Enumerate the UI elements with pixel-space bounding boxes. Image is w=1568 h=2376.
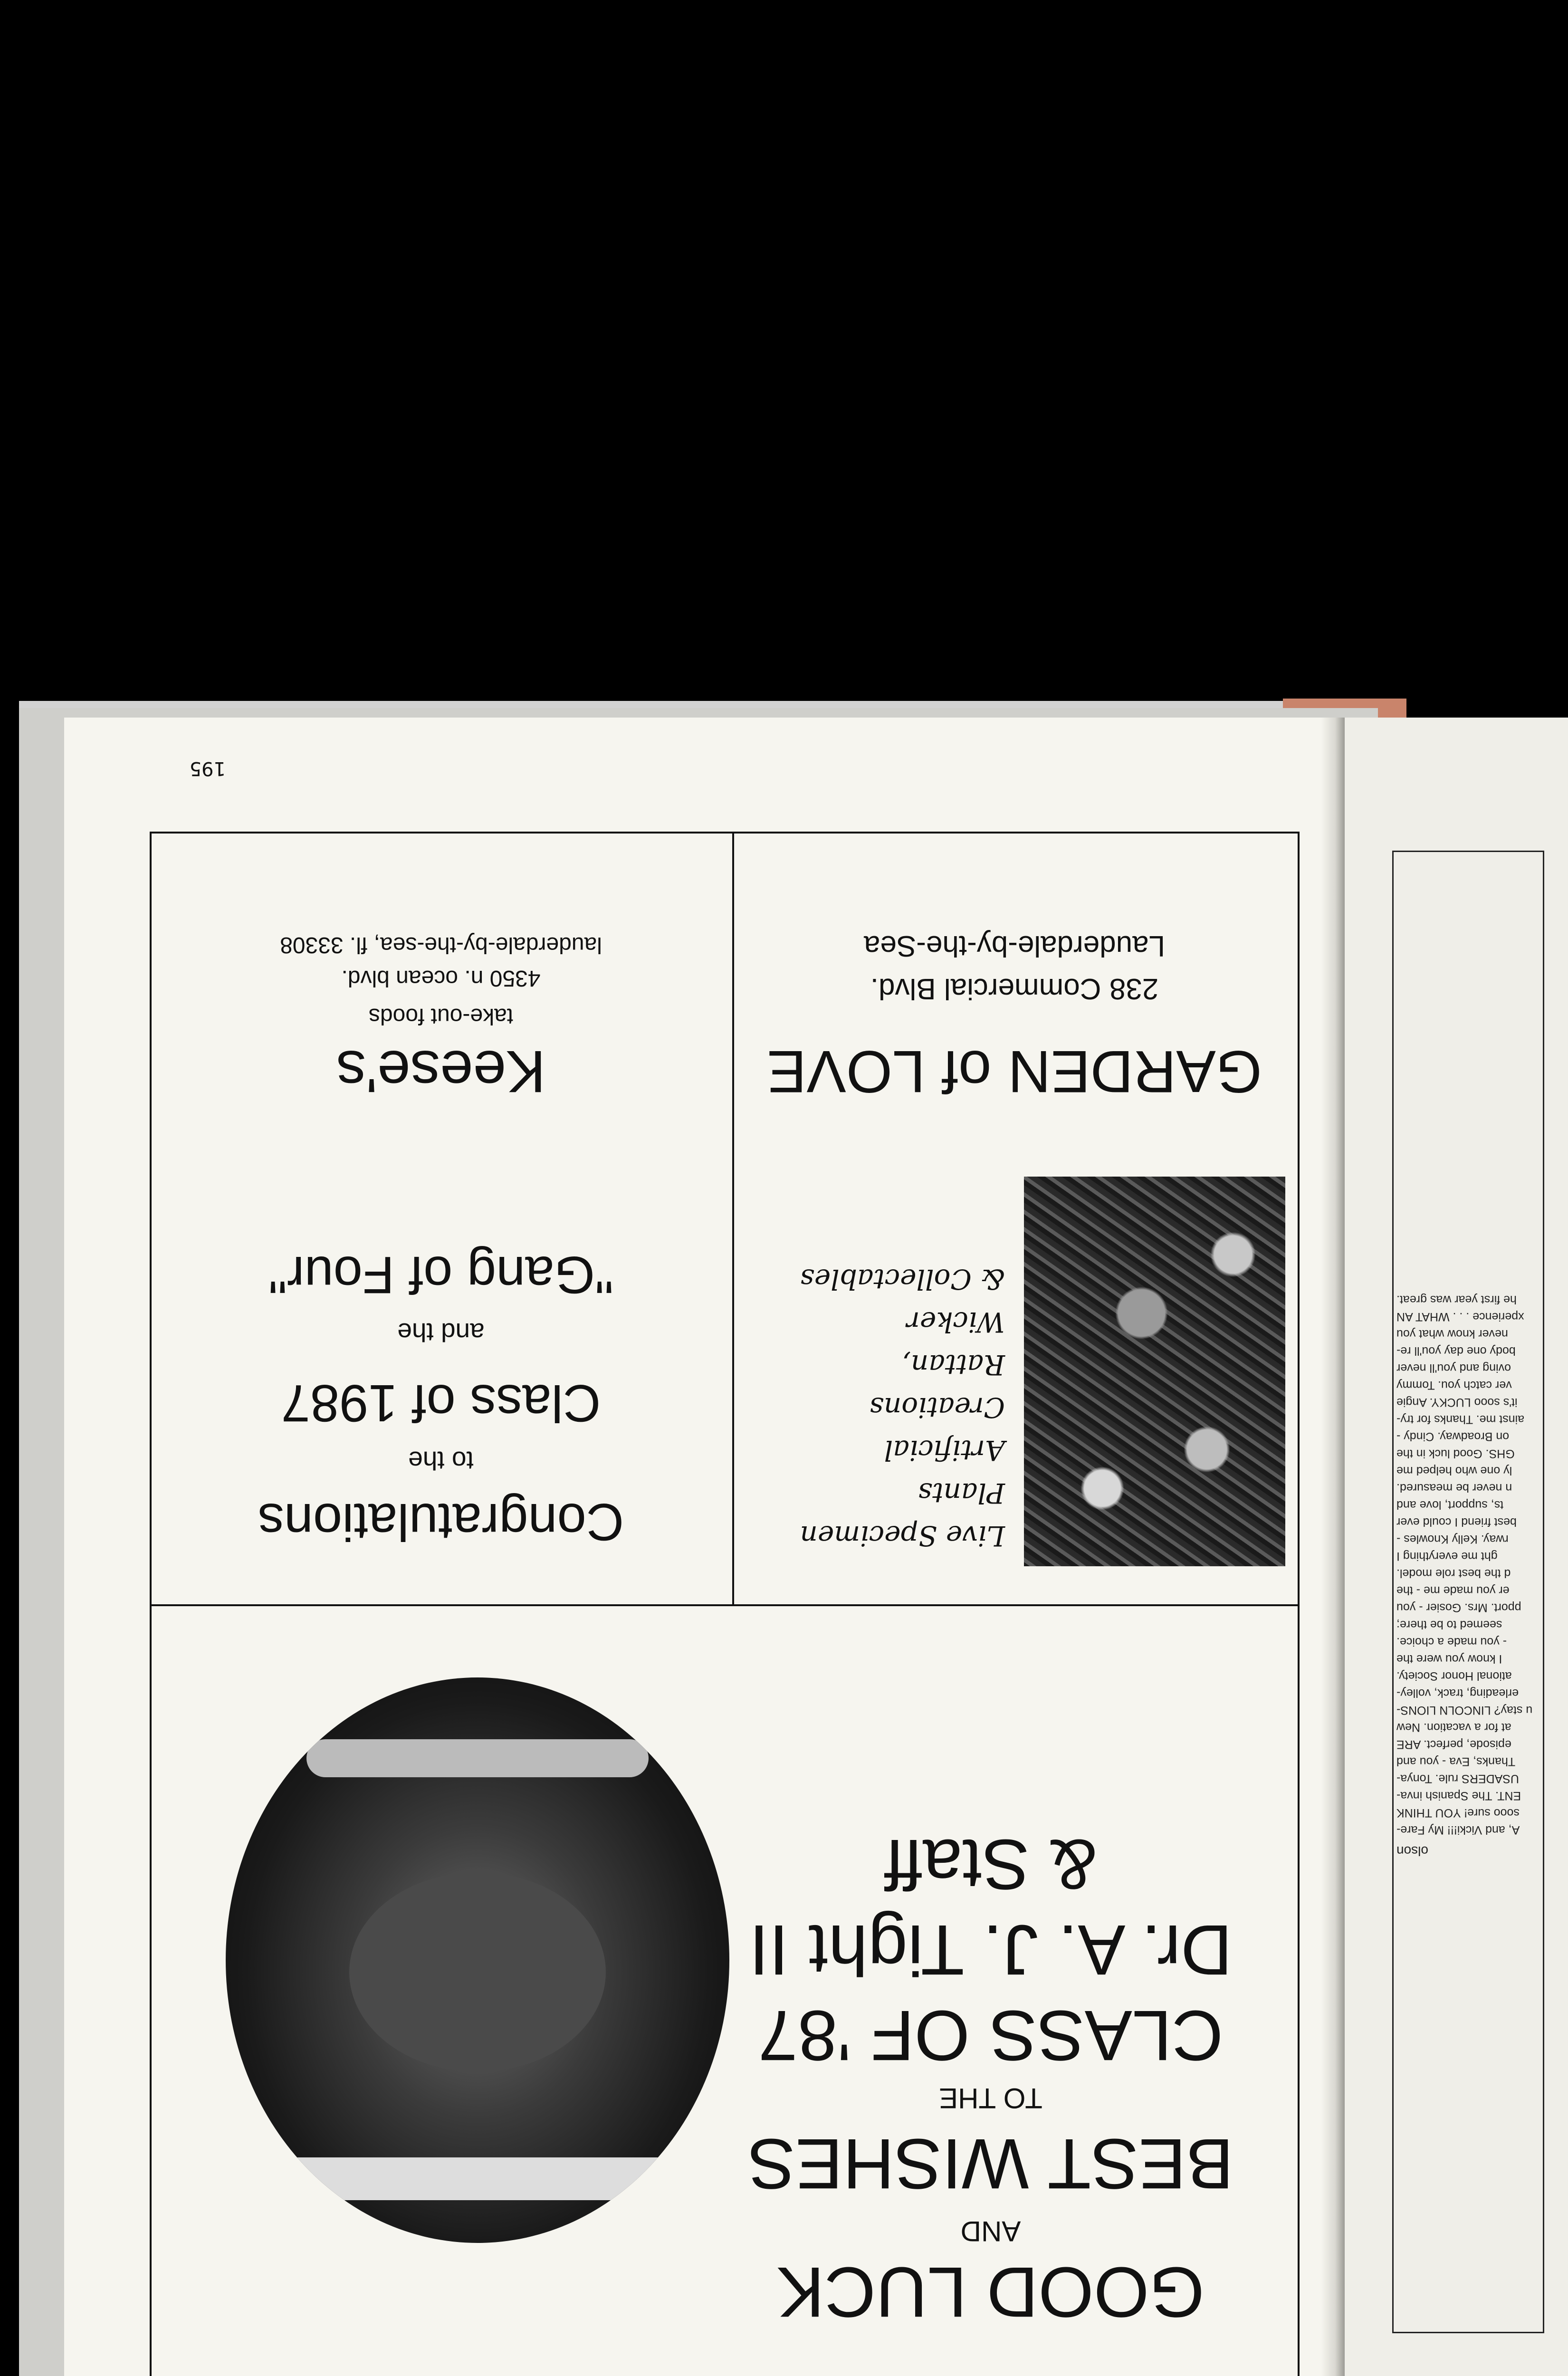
next-page-line: er you made me - the [1396, 1584, 1510, 1597]
ad-page [64, 718, 1338, 2376]
next-page-line: ght me everything I [1396, 1550, 1498, 1563]
garden-item-1: Live Specimen [800, 1520, 1005, 1552]
next-page-line: ainst me. Thanks for try- [1396, 1413, 1525, 1426]
next-page-line: episode, perfect. ARE [1396, 1738, 1511, 1751]
garden-title: GARDEN of LOVE [767, 1038, 1262, 1104]
next-page-line: it's sooo LUCKY. Angie [1396, 1396, 1518, 1409]
braces-mouth-photo [226, 1677, 729, 2243]
next-page-line: ly one who helped me [1396, 1464, 1512, 1477]
class-of-1987-heading: Class of 1987 [281, 1374, 601, 1432]
next-page-line: Thanks, Eva - you and [1396, 1755, 1516, 1768]
next-page-line: d the best role model. [1396, 1567, 1511, 1580]
next-page-line: xperience . . . WHAT AN [1396, 1310, 1524, 1323]
keeses-tagline: take-out foods [368, 1004, 514, 1029]
garden-item-2: Plants [918, 1477, 1005, 1509]
class-of-87-heading: CLASS OF '87 [758, 1996, 1224, 2076]
next-page-line: A, and Vicki!!! My Fare- [1396, 1823, 1520, 1837]
doctor-name: Dr. A. J. Tight II [749, 1910, 1233, 1990]
keeses-ad [150, 832, 732, 1604]
to-the-text: to the [408, 1446, 474, 1475]
next-page-line: never know what you [1396, 1327, 1508, 1341]
next-page-line: seemed to be there; [1396, 1618, 1502, 1631]
garden-item-6: Wicker [907, 1306, 1005, 1338]
next-page-line: rway. Kelly Knowles - [1396, 1533, 1509, 1546]
keeses-address: 4350 n. ocean blvd. [341, 966, 541, 991]
gang-of-four-heading: "Gang of Four" [268, 1245, 614, 1304]
garden-item-7: & Collectables [800, 1263, 1005, 1295]
next-page-line: on Broadway. Cindy - [1396, 1430, 1510, 1443]
garden-plants-photo [1024, 1177, 1285, 1566]
next-page-line: GHS. Good luck in the [1396, 1447, 1515, 1460]
staff-text: & Staff [884, 1825, 1097, 1905]
page-number: 195 [189, 757, 226, 779]
next-page-line: ENT. The Spanish inva- [1396, 1789, 1521, 1802]
garden-of-love-ad [734, 832, 1300, 1604]
garden-item-3: Artificial [884, 1434, 1005, 1466]
next-page-name: olson [1396, 1844, 1428, 1859]
keeses-name: Keese's [336, 1038, 546, 1104]
and-the-text: and the [397, 1318, 485, 1347]
next-page-line: n never be measured. [1396, 1481, 1512, 1495]
lower-teeth [306, 1739, 649, 1777]
good-luck-heading: GOOD LUCK [776, 2252, 1205, 2332]
congratulations-heading: Congratulations [258, 1493, 624, 1551]
garden-city: Lauderdale-by-the-Sea [863, 929, 1166, 962]
orthodontist-ad [150, 1606, 1300, 2376]
horizontal-divider [150, 1604, 1300, 1606]
next-page-line: u stay? LINCOLN LIONS- [1396, 1704, 1533, 1717]
best-wishes-heading: BEST WISHES [747, 2124, 1234, 2204]
next-page-line: best friend I could ever [1396, 1515, 1517, 1529]
keeses-city: lauderdale-by-the-sea, fl. 33308 [280, 932, 602, 958]
to-the-text: TO THE [939, 2082, 1042, 2114]
next-page-line: ver catch you. Tommy [1396, 1379, 1512, 1392]
next-page-line: oving and you'll never [1396, 1361, 1511, 1375]
garden-item-5: Rattan, [902, 1349, 1005, 1381]
next-page-line: pport. Mrs. Gosier - you [1396, 1601, 1521, 1614]
next-page-text-column [1392, 851, 1544, 2333]
next-page-line: ational Honor Society. [1396, 1669, 1512, 1683]
next-page-line: ts, support, love and [1396, 1498, 1504, 1512]
next-page-line: erleading, track, volley- [1396, 1686, 1519, 1700]
garden-address: 238 Commercial Blvd. [870, 972, 1159, 1005]
and-text: AND [960, 2215, 1021, 2247]
next-page-line: - you made a choice. [1396, 1635, 1507, 1648]
next-page-line: sooo sure! YOU THINK [1396, 1806, 1520, 1820]
garden-item-4: Creations [870, 1391, 1005, 1424]
next-page-line: at for a vacation. New [1396, 1721, 1511, 1734]
upper-teeth [278, 2157, 677, 2200]
next-page-line: I know you were the [1396, 1652, 1502, 1666]
next-page-line: he first year was great. [1396, 1293, 1517, 1306]
tongue [349, 1872, 606, 2072]
next-page-line: USADERS rule. Tonya- [1396, 1772, 1519, 1785]
next-page-line: body one day you'll re- [1396, 1344, 1516, 1358]
